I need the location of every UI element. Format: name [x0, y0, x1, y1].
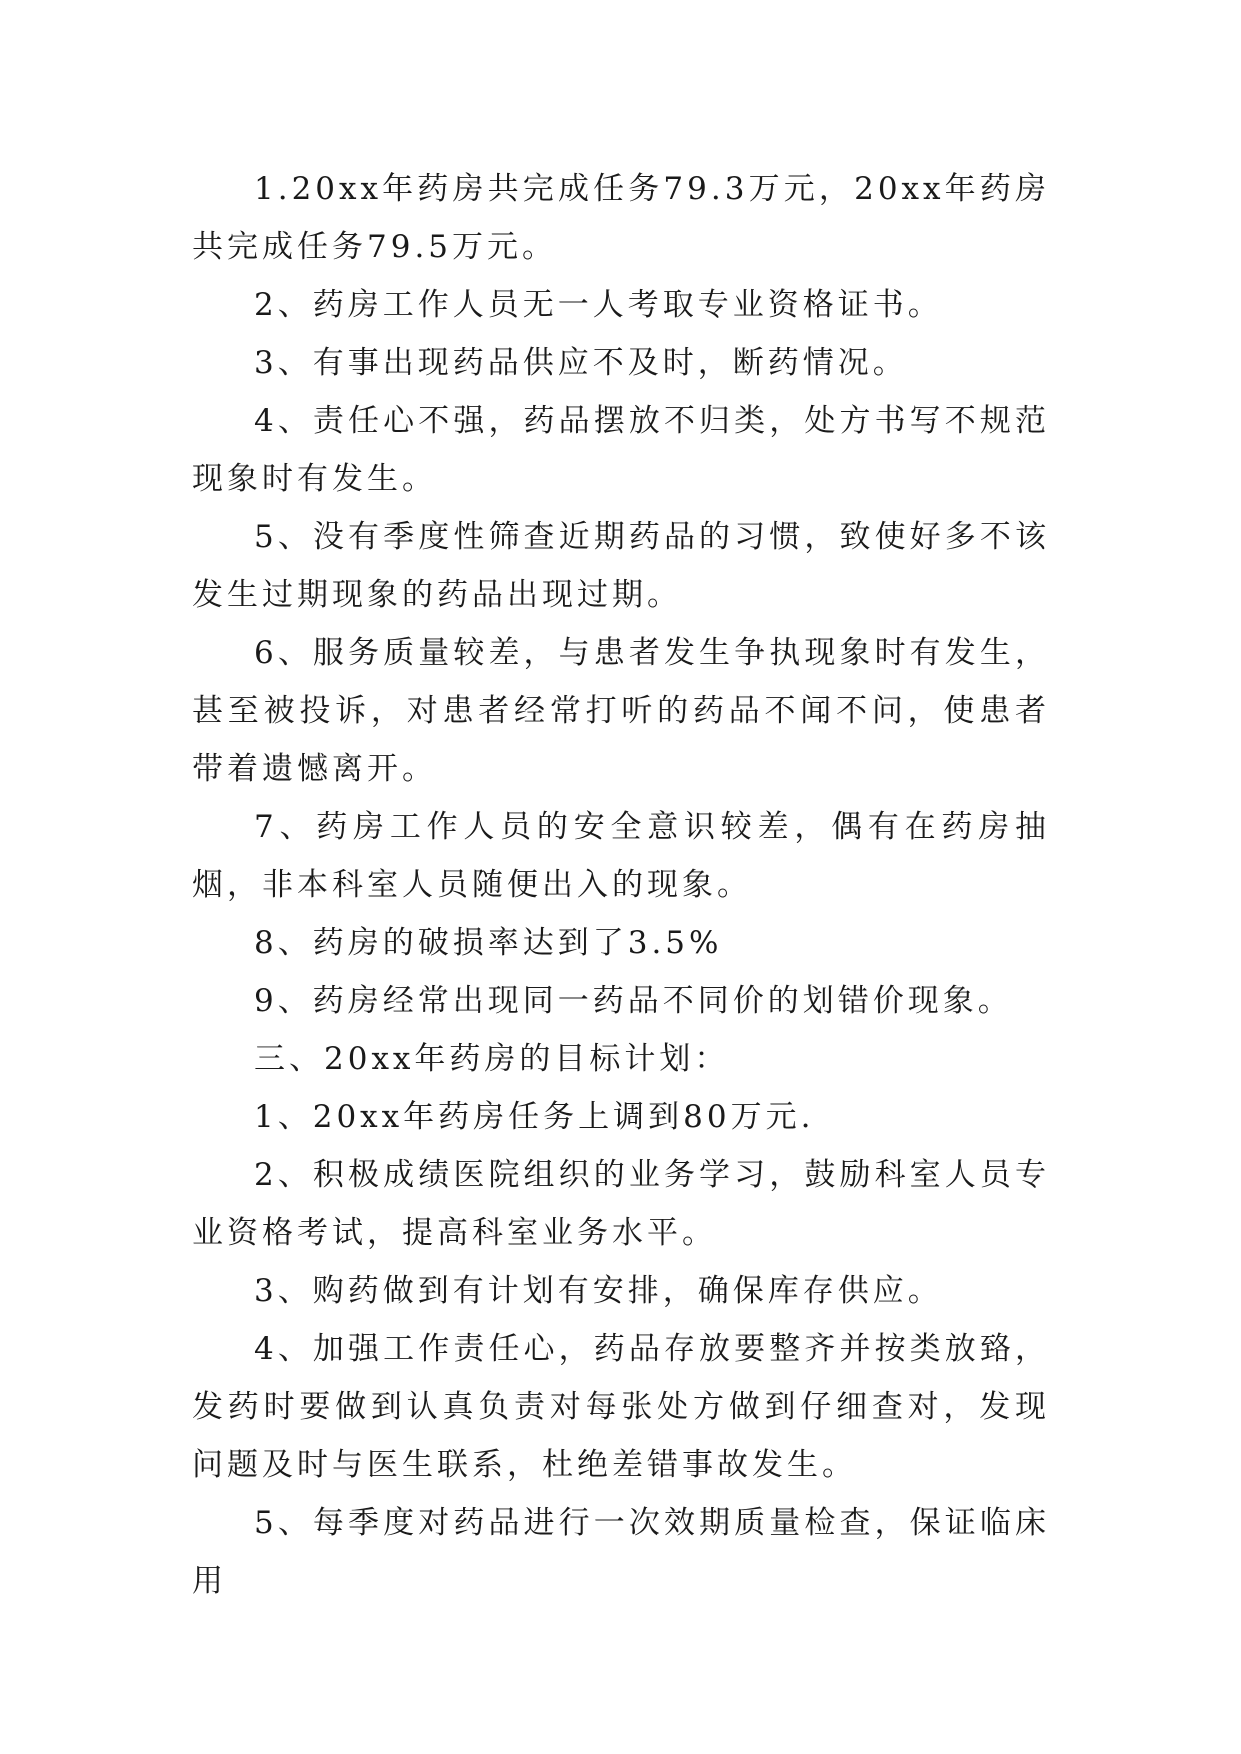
paragraph: 1.20xx年药房共完成任务79.3万元，20xx年药房共完成任务79.5万元。: [192, 171, 1050, 265]
paragraph: 9、药房经常出现同一药品不同价的划错价现象。: [254, 983, 1013, 1019]
paragraph: 5、每季度对药品进行一次效期质量检查，保证临床用: [192, 1505, 1050, 1599]
paragraph: 2、药房工作人员无一人考取专业资格证书。: [254, 287, 943, 323]
paragraph: 4、加强工作责任心，药品存放要整齐并按类放臵，发药时要做到认真负责对每张处方做到仔细查对，发现问题及时与医生联系，杜绝差错事故发生。: [192, 1331, 1050, 1483]
paragraph: 8、药房的破损率达到了3.5%: [254, 925, 723, 961]
paragraph: 5、没有季度性筛查近期药品的习惯，致使好多不该发生过期现象的药品出现过期。: [192, 519, 1050, 613]
document-body: [192, 160, 1050, 1610]
paragraph: 3、购药做到有计划有安排，确保库存供应。: [254, 1273, 943, 1309]
paragraph: 1、20xx年药房任务上调到80万元.: [254, 1099, 815, 1135]
paragraph: 7、药房工作人员的安全意识较差，偶有在药房抽烟，非本科室人员随便出入的现象。: [192, 809, 1050, 903]
paragraph: 4、责任心不强，药品摆放不归类，处方书写不规范现象时有发生。: [192, 403, 1050, 497]
paragraph: 3、有事出现药品供应不及时，断药情况。: [254, 345, 908, 381]
paragraph: 2、积极成绩医院组织的业务学习，鼓励科室人员专业资格考试，提高科室业务水平。: [192, 1157, 1050, 1251]
paragraph: 6、服务质量较差，与患者发生争执现象时有发生，甚至被投诉，对患者经常打听的药品不闻不问，使患者带着遗憾离开。: [192, 635, 1050, 787]
section-heading: 三、20xx年药房的目标计划：: [254, 1041, 730, 1077]
